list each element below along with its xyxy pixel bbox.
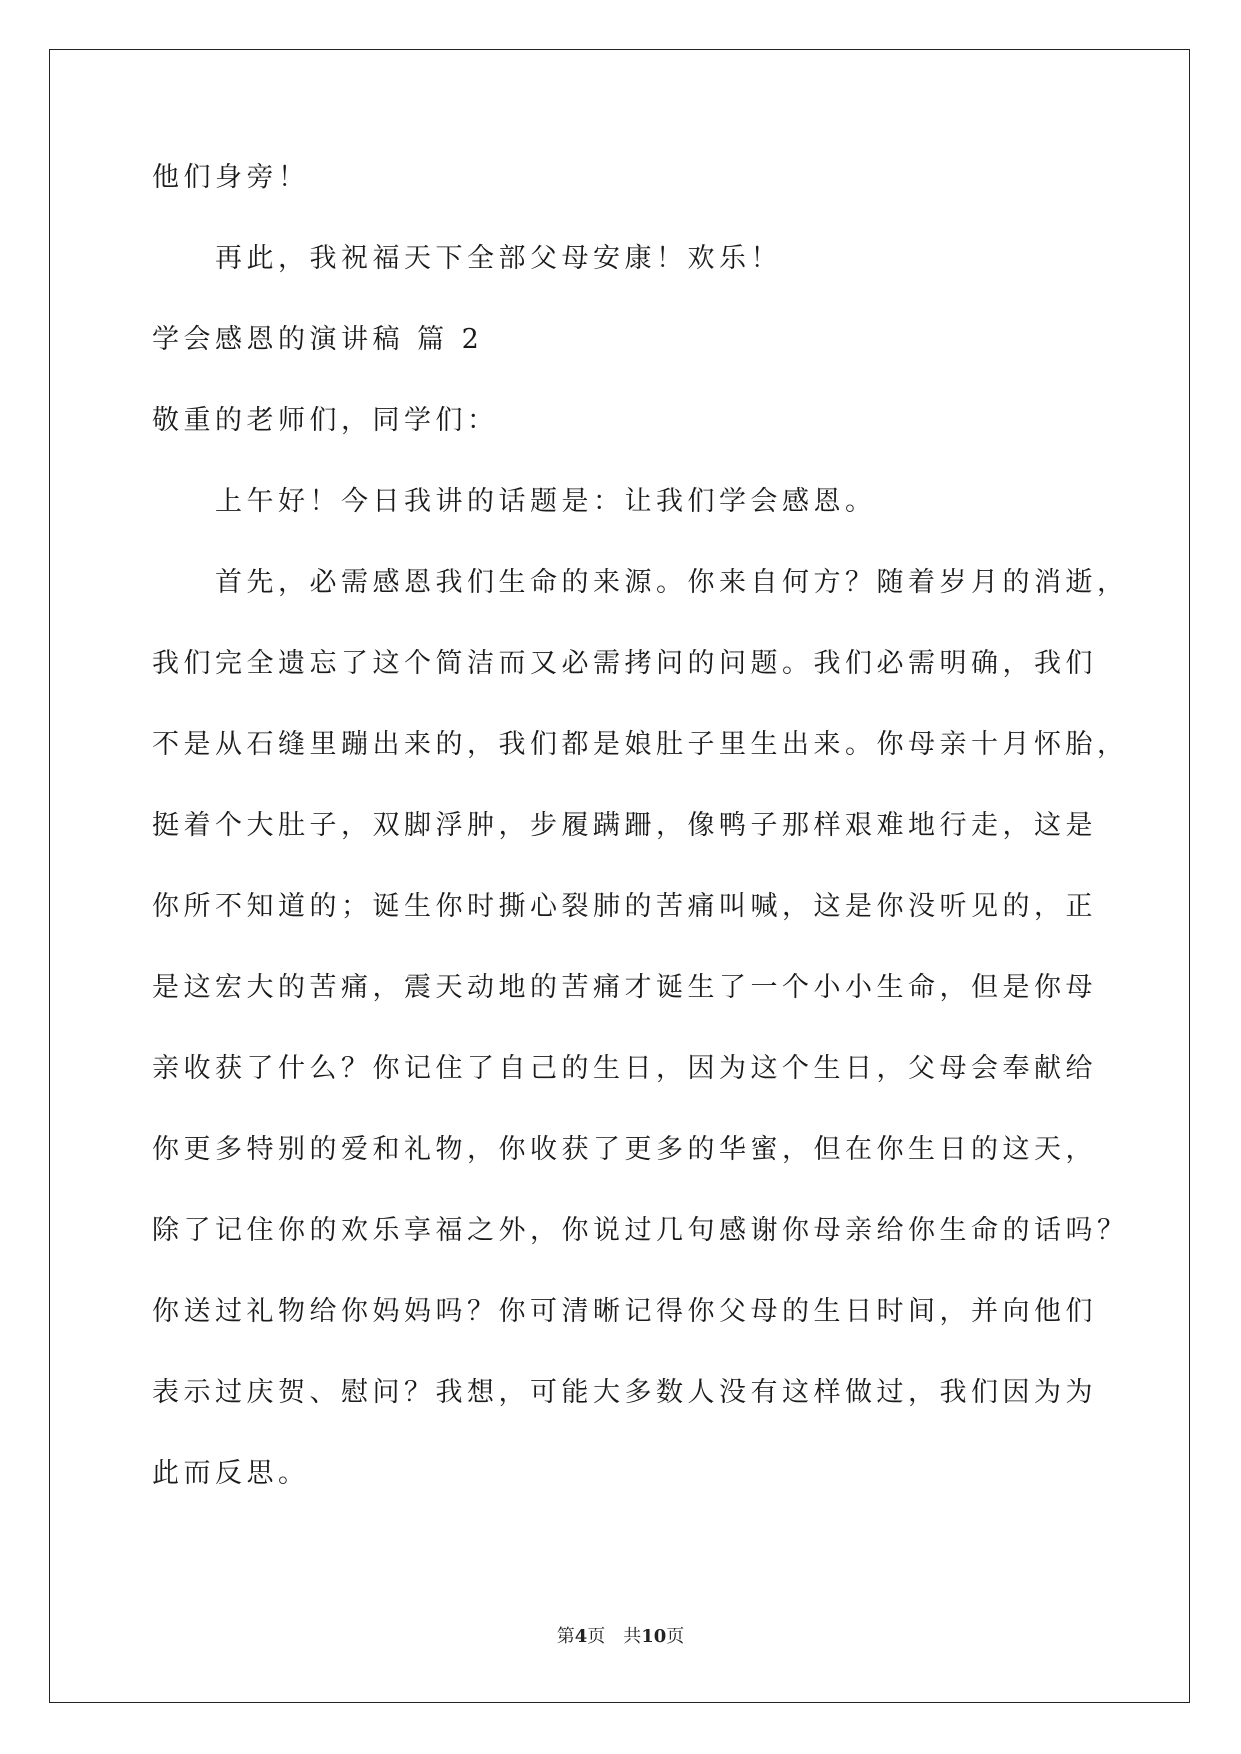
text-line: 你送过礼物给你妈妈吗？你可清晰记得你父母的生日时间，并向他们 [152, 1296, 1097, 1327]
total-pages: 10 [641, 1626, 667, 1647]
page-footer [0, 1622, 1241, 1648]
total-suffix: 页 [666, 1626, 685, 1647]
document-body [152, 160, 1129, 1537]
text-line: 是这宏大的苦痛，震天动地的苦痛才诞生了一个小小生命，但是你母 [152, 972, 1097, 1003]
text-line: 首先，必需感恩我们生命的来源。你来自何方？随着岁月的消逝， [215, 567, 1129, 598]
text-line: 表示过庆贺、慰问？我想，可能大多数人没有这样做过，我们因为为 [152, 1377, 1097, 1408]
page-suffix: 页 [587, 1626, 606, 1647]
section-heading: 学会感恩的演讲稿 篇 2 [152, 324, 484, 355]
text-line: 你所不知道的；诞生你时撕心裂肺的苦痛叫喊，这是你没听见的，正 [152, 891, 1097, 922]
text-line: 除了记住你的欢乐享福之外，你说过几句感谢你母亲给你生命的话吗？ [152, 1215, 1129, 1246]
salutation: 敬重的老师们，同学们： [152, 405, 499, 436]
text-line: 上午好！今日我讲的话题是：让我们学会感恩。 [215, 486, 877, 517]
text-line: 挺着个大肚子，双脚浮肿，步履蹒跚，像鸭子那样艰难地行走，这是 [152, 810, 1097, 841]
text-line: 你更多特别的爱和礼物，你收获了更多的华蜜，但在你生日的这天， [152, 1134, 1097, 1165]
text-line: 他们身旁！ [152, 162, 310, 193]
page-number: 4 [574, 1626, 588, 1647]
text-line: 此而反思。 [152, 1458, 310, 1489]
text-line: 不是从石缝里蹦出来的，我们都是娘肚子里生出来。你母亲十月怀胎， [152, 729, 1129, 760]
text-line: 我们完全遗忘了这个简洁而又必需拷问的问题。我们必需明确，我们 [152, 648, 1097, 679]
text-line: 再此，我祝福天下全部父母安康！欢乐！ [215, 243, 782, 274]
total-prefix: 共 [623, 1626, 642, 1647]
page-prefix: 第 [556, 1626, 575, 1647]
text-line: 亲收获了什么？你记住了自己的生日，因为这个生日，父母会奉献给 [152, 1053, 1097, 1084]
